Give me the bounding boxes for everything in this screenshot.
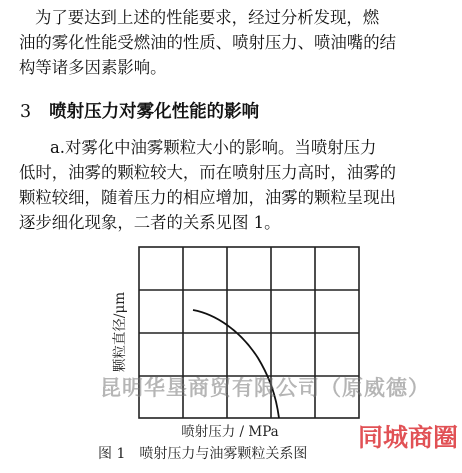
logo-watermark: [356, 419, 460, 455]
x-axis-label: 喷射压力 / MPa: [181, 424, 279, 440]
section-heading: [20, 98, 259, 123]
caption-text: 喷射压力与油雾颗粒关系图: [139, 446, 308, 462]
figure-caption: [98, 443, 307, 463]
paragraph-1-line-2: 油的雾化性能受燃油的性质、喷射压力、喷油嘴的结: [19, 33, 396, 52]
section-title: 喷射压力对雾化性能的影响: [49, 102, 260, 122]
paragraph-2-line-4: 逐步细化现象，二者的关系见图 1。: [19, 213, 281, 232]
caption-number: 图 1: [98, 446, 126, 462]
company-watermark: 昆明华垦商贸有限公司（原威德）: [100, 376, 430, 400]
paragraph-2-line-2: 低时，油雾的颗粒较大，而在喷射压力高时，油雾的: [19, 163, 396, 182]
paragraph-2-line-1: a.对雾化中油雾颗粒大小的影响。当喷射压力: [50, 138, 377, 157]
logo-text: 同城商圈: [357, 423, 459, 452]
y-axis-label: 颗粒直径/μm: [112, 291, 128, 373]
paragraph-1-line-3: 构等诸多因素影响。: [19, 58, 167, 77]
paragraph-1-line-1: 为了要达到上述的性能要求，经过分析发现，燃: [35, 8, 380, 27]
paragraph-2-line-3: 颗粒较细，随着压力的相应增加，油雾的颗粒呈现出: [19, 188, 396, 207]
section-number: 3: [20, 102, 32, 122]
